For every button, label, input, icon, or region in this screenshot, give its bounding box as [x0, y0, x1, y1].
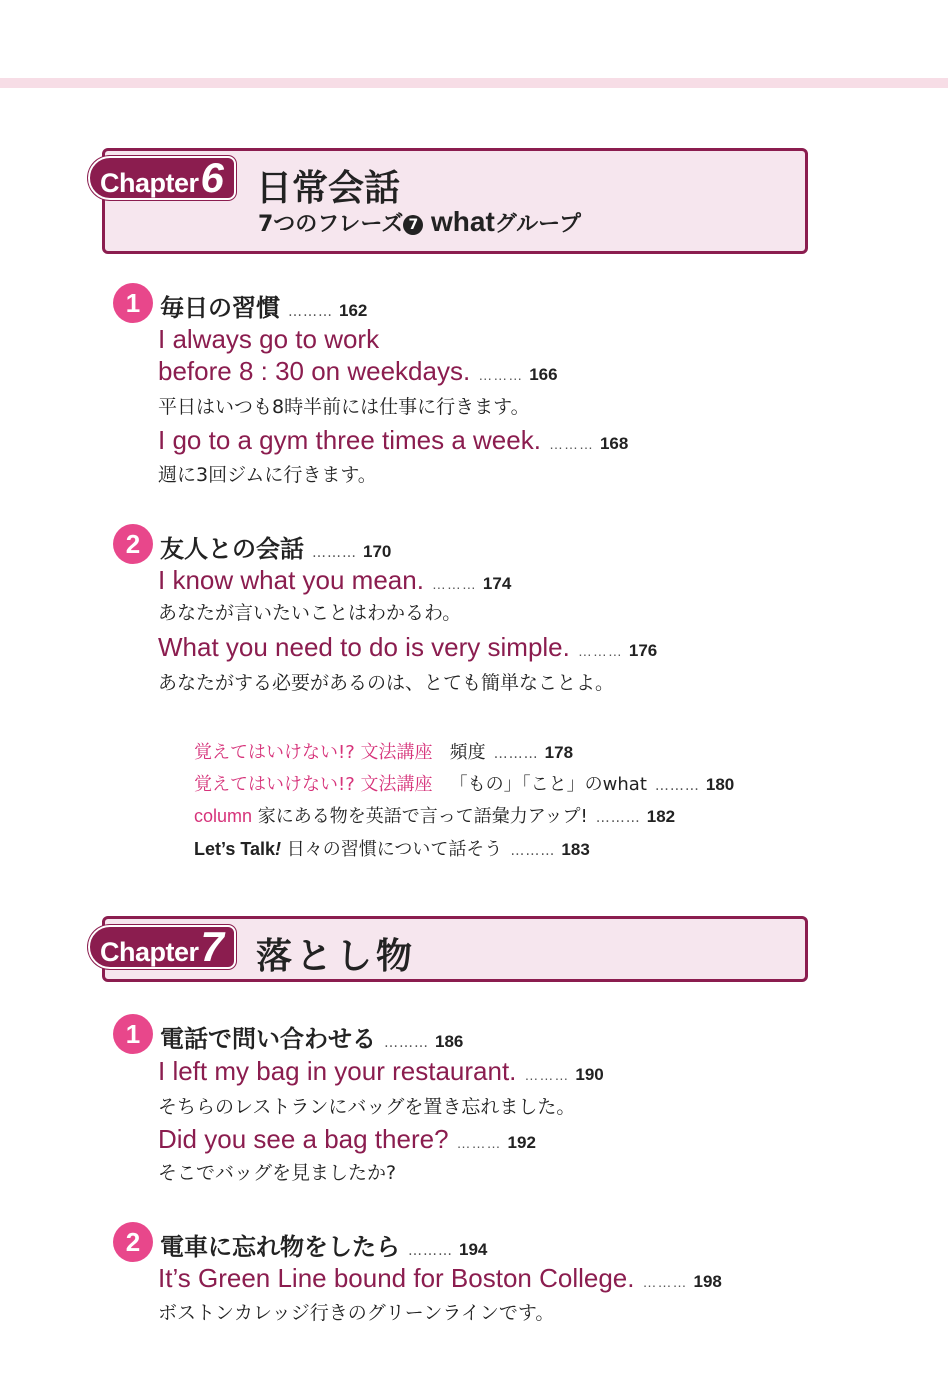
japanese-translation: そこでバッグを見ましたか?	[158, 1162, 397, 1184]
leader-dots: ………	[456, 1135, 502, 1151]
chapter-number: 7	[200, 923, 224, 970]
leader-dots: ………	[510, 843, 556, 859]
section-title[interactable]	[160, 288, 367, 323]
english-phrase-text: It’s Green Line bound for Boston College.	[158, 1263, 635, 1293]
english-phrase-text: I know what you mean.	[158, 565, 424, 595]
page-number: 198	[693, 1272, 722, 1291]
page-number: 183	[561, 840, 590, 859]
subtitle-english: what	[431, 206, 495, 237]
english-phrase: I always go to work	[158, 324, 380, 354]
chapter-label: Chapter	[100, 168, 199, 198]
chapter-6-title: 日常会話	[256, 168, 401, 209]
section-title-text: 毎日の習慣	[160, 294, 280, 322]
leader-dots: ………	[408, 1243, 453, 1259]
extra-item[interactable]	[194, 770, 734, 796]
english-phrase-text: What you need to do is very simple.	[158, 632, 570, 662]
english-phrase[interactable]	[158, 565, 511, 596]
leader-dots: ………	[577, 643, 623, 659]
page-number: 166	[529, 365, 558, 384]
english-phrase[interactable]	[158, 1124, 536, 1155]
page-number: 178	[544, 743, 574, 762]
chapter-number: 6	[200, 154, 224, 201]
extra-text: 家にある物を英語で言って語彙力アップ!	[257, 806, 588, 827]
leader-dots: ………	[478, 367, 524, 383]
english-phrase-text: before 8 : 30 on weekdays.	[158, 356, 471, 386]
japanese-translation: 週に3回ジムに行きます。	[158, 464, 377, 486]
chapter-7-title: 落とし物	[256, 936, 417, 977]
chapter-7-badge	[88, 925, 236, 969]
english-phrase-text: I left my bag in your restaurant.	[158, 1056, 517, 1086]
section-title-text: 電話で問い合わせる	[160, 1025, 376, 1053]
page-number: 192	[507, 1133, 536, 1152]
chapter-label: Chapter	[100, 937, 199, 967]
section-title[interactable]	[160, 1227, 487, 1262]
english-phrase[interactable]	[158, 632, 657, 663]
japanese-translation: あなたが言いたいことはわかるわ。	[158, 602, 462, 624]
japanese-translation: ボストンカレッジ行きのグリーンラインです。	[158, 1302, 555, 1324]
chapter-6-subtitle	[258, 206, 581, 238]
section-number-badge: 2	[113, 524, 153, 564]
page-number: 174	[482, 574, 512, 593]
subtitle-prefix: 7つのフレーズ	[258, 212, 404, 237]
page-number: 194	[459, 1240, 488, 1259]
leader-dots: ………	[431, 576, 477, 592]
section-title[interactable]	[160, 529, 391, 564]
section-number-badge: 2	[113, 1222, 153, 1262]
leader-dots: ………	[654, 778, 700, 794]
subtitle-circled-number: 7	[403, 215, 423, 235]
page-number: 186	[435, 1032, 464, 1051]
extra-prefix: column	[194, 806, 253, 826]
extra-prefix: Let’s Talk	[194, 839, 276, 859]
english-phrase[interactable]	[158, 1263, 722, 1294]
page-number: 168	[599, 434, 629, 453]
leader-dots: ………	[384, 1035, 429, 1051]
leader-dots: ………	[493, 746, 539, 762]
english-phrase-text: I go to a gym three times a week.	[158, 425, 541, 455]
leader-dots: ………	[288, 304, 333, 320]
chapter-6-badge	[88, 156, 236, 200]
japanese-translation: 平日はいつも8時半前には仕事に行きます。	[158, 396, 530, 418]
page-number: 182	[646, 807, 676, 826]
page-number: 190	[575, 1065, 604, 1084]
section-title[interactable]	[160, 1019, 463, 1054]
extra-prefix: 覚えてはいけない!? 文法講座	[194, 774, 433, 795]
leader-dots: ………	[642, 1274, 688, 1290]
leader-dots: ………	[548, 436, 594, 452]
extra-item[interactable]	[194, 835, 590, 861]
english-phrase[interactable]	[158, 425, 628, 456]
extra-item[interactable]	[194, 738, 573, 764]
leader-dots: ………	[595, 810, 641, 826]
leader-dots: ………	[524, 1067, 570, 1083]
leader-dots: ………	[312, 545, 357, 561]
subtitle-suffix: グループ	[494, 212, 582, 237]
extra-prefix-mark: !	[275, 839, 282, 859]
extra-item[interactable]	[194, 802, 675, 828]
section-number-badge: 1	[113, 283, 153, 323]
section-title-text: 友人との会話	[160, 535, 304, 563]
japanese-translation: そちらのレストランにバッグを置き忘れました。	[158, 1096, 576, 1118]
extra-text: 日々の習慣について話そう	[286, 839, 503, 860]
section-title-text: 電車に忘れ物をしたら	[160, 1233, 400, 1261]
page-number: 170	[363, 542, 392, 561]
page-number: 176	[628, 641, 658, 660]
english-phrase[interactable]	[158, 1056, 604, 1087]
english-phrase-text: Did you see a bag there?	[158, 1124, 449, 1154]
english-phrase[interactable]	[158, 356, 558, 387]
extra-text: 「もの」「こと」のwhat	[449, 774, 647, 795]
extra-text: 頻度	[449, 742, 486, 763]
top-decorative-band	[0, 78, 948, 88]
japanese-translation: あなたがする必要があるのは、とても簡単なことよ。	[158, 672, 615, 694]
page-number: 162	[339, 301, 368, 320]
section-number-badge: 1	[113, 1014, 153, 1054]
page-number: 180	[705, 775, 735, 794]
extra-prefix: 覚えてはいけない!? 文法講座	[194, 742, 433, 763]
